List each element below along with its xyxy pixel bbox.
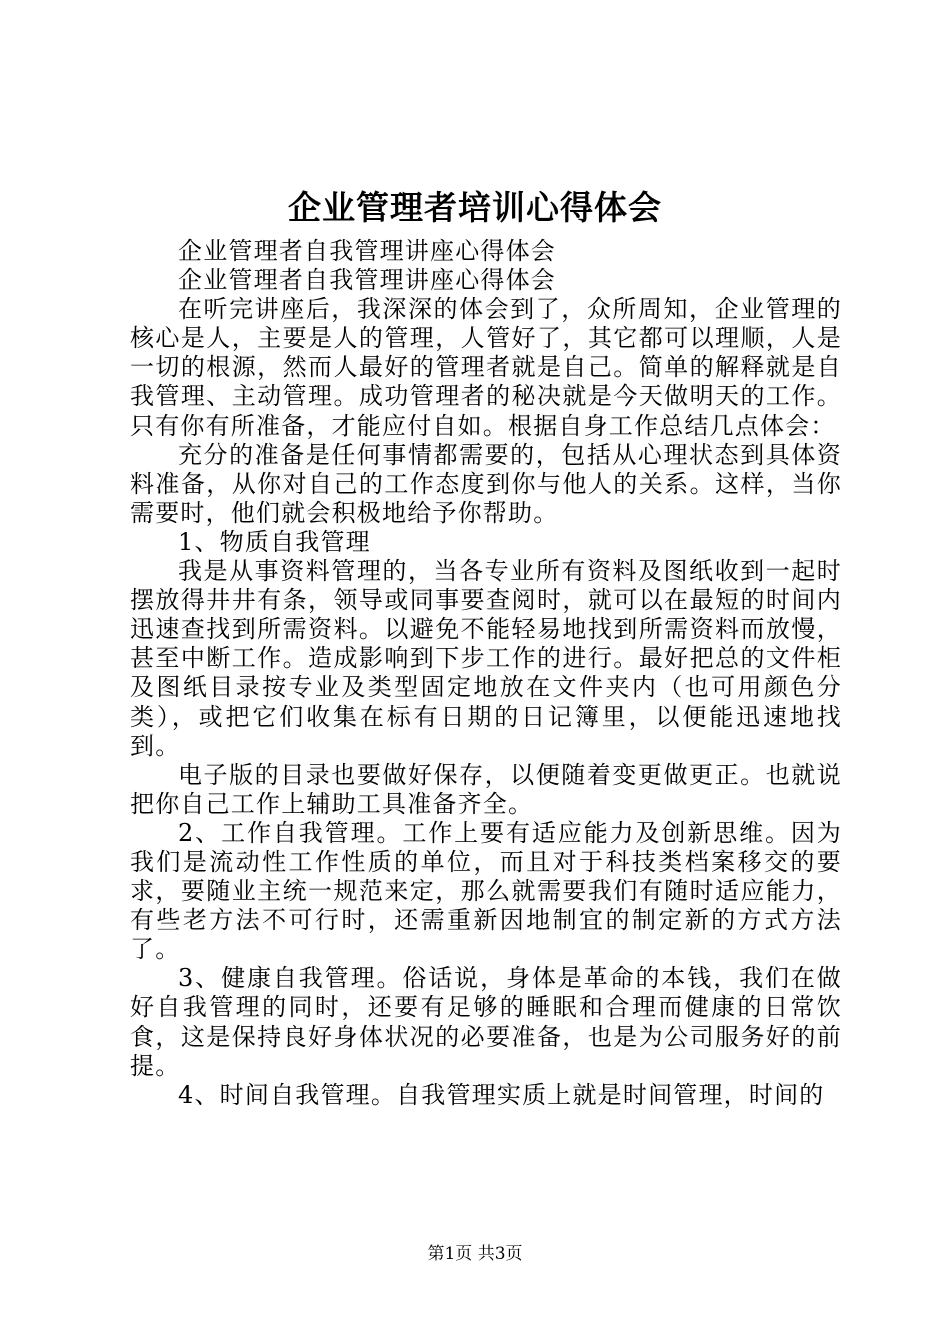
paragraph: 4、时间自我管理。自我管理实质上就是时间管理，时间的 [178, 1080, 825, 1109]
paragraph: 企业管理者自我管理讲座心得体会 [178, 237, 556, 265]
paragraph: 2、工作自我管理。工作上要有适应能力及创新思维。因为我们是流动性工作性质的单位，而且对于科技类档案移交的要求，要随业主统一规范来定，那么就需要我们有随时适应能力，有些老方法不可行时，还需重新因地制宜的制定新的方式方法了。 [130, 818, 842, 964]
document-title: 企业管理者培训心得体会 [288, 188, 662, 227]
document-body [130, 237, 842, 1110]
paragraph: 电子版的目录也要做好保存，以便随着变更做更正。也就说把你自己工作上辅助工具准备齐全。 [130, 760, 842, 818]
page-footer: 第1页 共3页 [427, 1244, 523, 1264]
paragraph: 我是从事资料管理的，当各专业所有资料及图纸收到一起时摆放得井井有条，领导或同事要查阅时，就可以在最短的时间内迅速查找到所需资料。以避免不能轻易地找到所需资料而放慢，甚至中断工作。造成影响到下步工作的进行。最好把总的文件柜及图纸目录按专业及类型固定地放在文件夹内（也可用颜色分类），或把它们收集在标有日期的日记簿里，以便能迅速地找到。 [130, 557, 842, 760]
section-heading: 1、物质自我管理 [178, 527, 371, 556]
paragraph: 在听完讲座后，我深深的体会到了，众所周知，企业管理的核心是人，主要是人的管理，人管好了，其它都可以理顺，人是一切的根源，然而人最好的管理者就是自己。简单的解释就是自我管理、主动管理。成功管理者的秘决就是今天做明天的工作。只有你有所准备，才能应付自如。根据自身工作总结几点体会： [130, 295, 842, 440]
paragraph: 企业管理者自我管理讲座心得体会 [178, 266, 556, 295]
paragraph: 充分的准备是任何事情都需要的，包括从心理状态到具体资料准备，从你对自己的工作态度到你与他人的关系。这样，当你需要时，他们就会积极地给予你帮助。 [130, 440, 842, 527]
paragraph: 3、健康自我管理。俗话说，身体是革命的本钱，我们在做好自我管理的同时，还要有足够的睡眠和合理而健康的日常饮食，这是保持良好身体状况的必要准备，也是为公司服务好的前提。 [130, 964, 842, 1080]
